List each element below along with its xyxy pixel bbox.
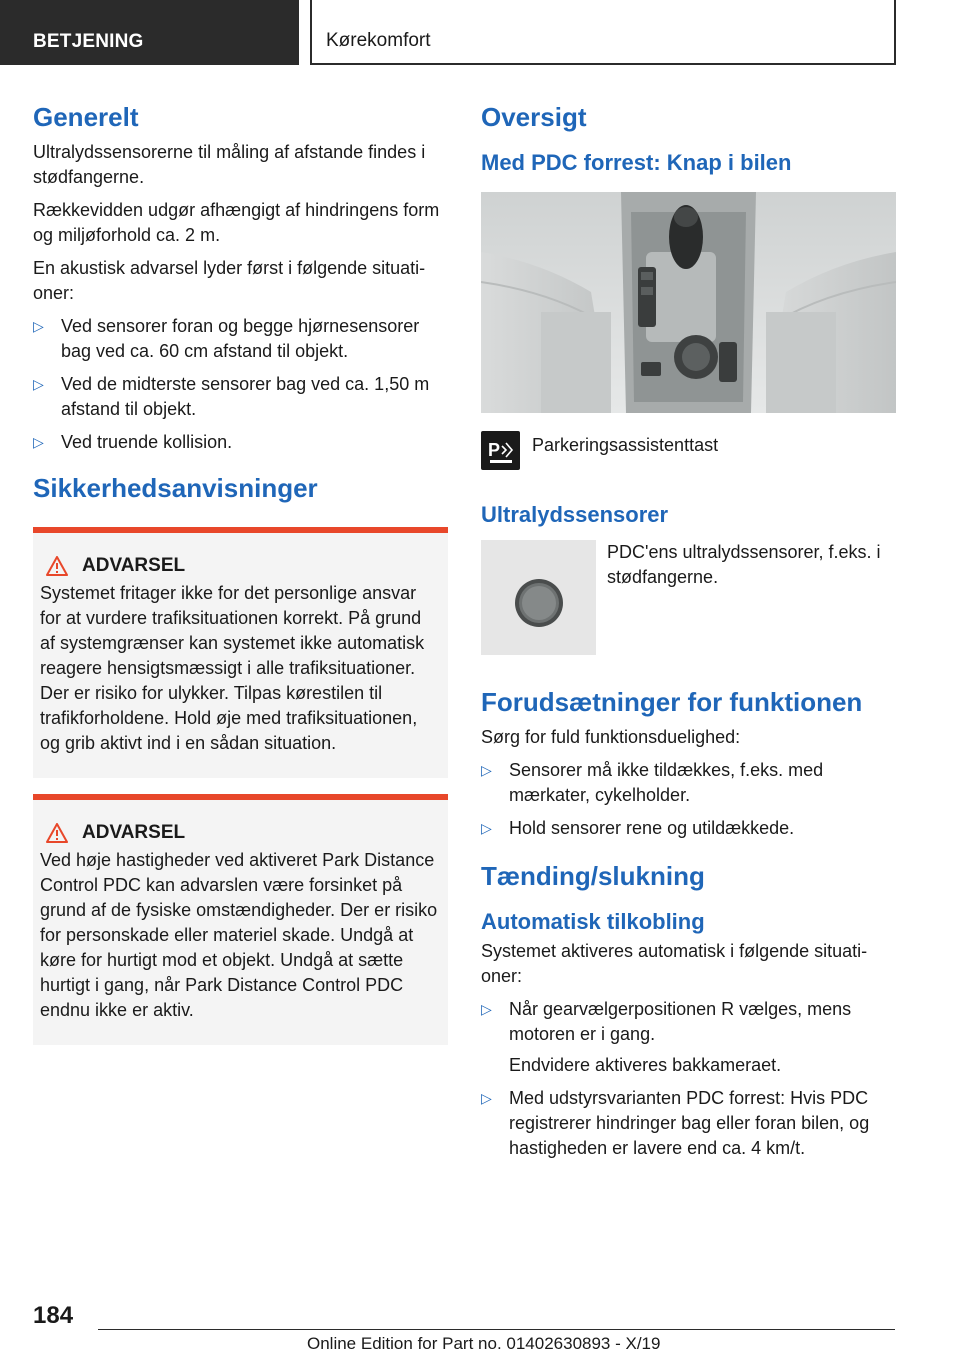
warning-triangle-icon — [46, 823, 68, 843]
triangle-bullet-icon: ▷ — [481, 820, 492, 836]
header-chapter-label: Kørekomfort — [326, 30, 431, 51]
header-section-tab — [0, 0, 299, 65]
warning-title-row — [40, 822, 440, 844]
warning-triangle-icon — [46, 556, 68, 576]
footer-divider — [98, 1329, 895, 1330]
right-column — [481, 100, 896, 1169]
sensor-row — [481, 540, 896, 655]
subheading-pdc-front: Med PDC forrest: Knap i bilen — [481, 150, 792, 175]
triangle-bullet-icon: ▷ — [481, 1001, 492, 1017]
list-item-text: Med udstyrsvarianten PDC forrest: Hvis PDC registrerer hindringer bag eller foran bilen, og hastigheden er lavere end ca. 4 km/t. — [509, 1088, 870, 1158]
footer-edition: Online Edition for Part no. 01402630893 - X/19 — [307, 1334, 661, 1353]
list-item — [33, 314, 448, 364]
triangle-bullet-icon: ▷ — [33, 318, 44, 334]
list-item — [481, 816, 896, 841]
warning-text: Ved høje hastigheder ved aktiveret Park Distance Control PDC kan advarslen være forsinket på grund af de fysiske omstændigheder. Der er risiko for personskade eller materiel skade. Undgå at køre for hurtigt mod et objekt. Undgå at sætte hurtigt i gang, når Park Distance Control PDC endnu ikke er aktiv. — [40, 850, 438, 1020]
list-item-note: Endvidere aktiveres bakkameraet. — [509, 1055, 782, 1075]
button-caption: Parkeringsassistenttast — [532, 435, 719, 455]
warning-text: Systemet fritager ikke for det personlige ansvar for at vurdere trafiksituationen korrekt. På grund af systemgrænser kan systemet ikke automatisk reagere hensigtsmæssigt i alle trafiksituationer. Der er risiko for ulykker. Tilpas kørestilen til trafikforholdene. Hold øje med trafiksituationen, og grib aktivt ind i en sådan situation. — [40, 583, 425, 753]
heading-safety: Sikkerhedsanvisninger — [33, 473, 318, 503]
list-item-text: Ved truende kollision. — [61, 432, 233, 452]
auto-activation-list — [481, 997, 896, 1161]
warning-box-2 — [33, 794, 448, 1045]
subheading-sensors: Ultralydssensorer — [481, 502, 669, 527]
requirements-intro: Sørg for fuld funktionsduelighed: — [481, 727, 741, 747]
sensor-description: PDC'ens ultralydssensorer, f.eks. i stødfangerne. — [607, 542, 881, 587]
list-item-text: Når gearvælgerpositionen R vælges, mens motoren er i gang. — [509, 999, 852, 1044]
button-caption-row — [481, 431, 896, 470]
list-item-text: Hold sensorer rene og utildækkede. — [509, 818, 795, 838]
general-list — [33, 314, 448, 455]
triangle-bullet-icon: ▷ — [33, 376, 44, 392]
car-console-photo — [481, 192, 896, 413]
triangle-bullet-icon: ▷ — [481, 762, 492, 778]
list-item — [481, 758, 896, 808]
list-item-text: Ved de midterste sensorer bag ved ca. 1,50 m afstand til objekt. — [61, 374, 430, 419]
list-item-text: Sensorer må ikke tildækkes, f.eks. med mærkater, cykelholder. — [509, 760, 824, 805]
list-item — [33, 430, 448, 455]
requirements-list — [481, 758, 896, 841]
header-section-label: BETJENING — [33, 31, 144, 52]
auto-activation-intro: Systemet aktiveres automatisk i følgende situationer: — [481, 941, 868, 986]
header-chapter-tab — [310, 0, 896, 65]
parking-assistant-button-icon — [481, 431, 520, 470]
left-column — [33, 100, 448, 1061]
heading-overview: Oversigt — [481, 102, 587, 132]
triangle-bullet-icon: ▷ — [33, 434, 44, 450]
ultrasonic-sensor-image — [481, 540, 596, 655]
svg-text:P: P — [487, 439, 500, 460]
heading-on-off: Tænding/slukning — [481, 861, 705, 891]
heading-requirements: Forudsætninger for funktionen — [481, 687, 863, 717]
warning-title-row — [40, 555, 440, 577]
warning-box-1 — [33, 527, 448, 778]
list-item — [33, 372, 448, 422]
warning-title: ADVARSEL — [82, 822, 186, 843]
list-item — [481, 1086, 896, 1161]
general-paragraph-2: Rækkevidden udgør afhængigt af hindringens form og miljøforhold ca. 2 m. — [33, 200, 440, 245]
list-item — [481, 997, 896, 1078]
general-paragraph-3: En akustisk advarsel lyder først i følgende situationer: — [33, 258, 426, 303]
triangle-bullet-icon: ▷ — [481, 1090, 492, 1106]
list-item-text: Ved sensorer foran og begge hjørnesensorer bag ved ca. 60 cm afstand til objekt. — [61, 316, 420, 361]
warning-title: ADVARSEL — [82, 555, 186, 576]
page-number: 184 — [33, 1302, 74, 1329]
subheading-auto-activation: Automatisk tilkobling — [481, 909, 705, 934]
general-paragraph-1: Ultralydssensorerne til måling af afstande findes i stødfangerne. — [33, 142, 426, 187]
heading-general: Generelt — [33, 102, 139, 132]
